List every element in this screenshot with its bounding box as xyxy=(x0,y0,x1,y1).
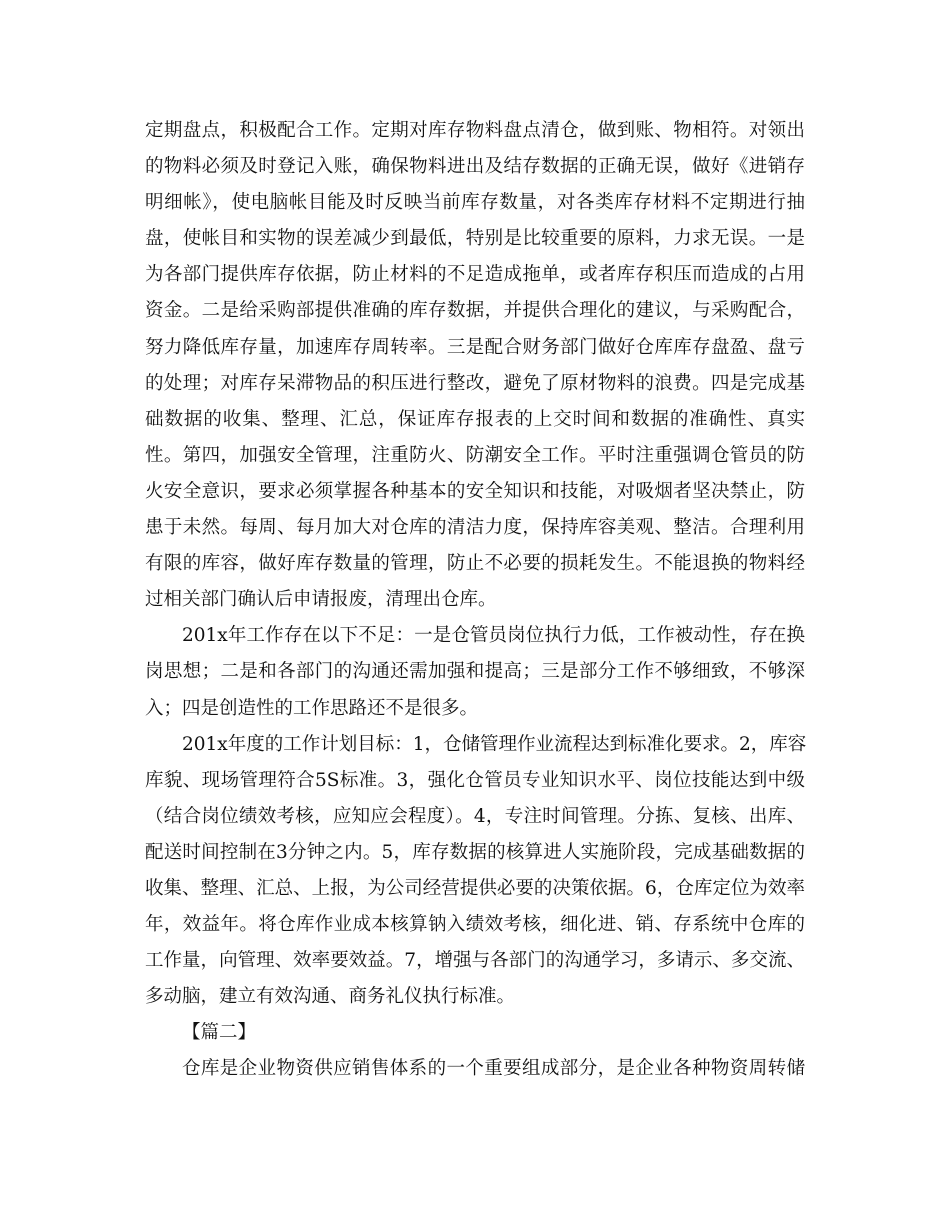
paragraph-line: 收集、整理、汇总、上报，为公司经营提供必要的决策依据。6，仓库定位为效率 xyxy=(145,877,805,899)
paragraph-line: 础数据的收集、整理、汇总，保证库存报表的上交时间和数据的准确性、真实 xyxy=(145,408,805,430)
paragraph-line: 多动脑，建立有效沟通、商务礼仪执行标准。 xyxy=(145,986,516,1008)
paragraph-line: 明细帐》，使电脑帐目能及时反映当前库存数量，对各类库存材料不定期进行抽 xyxy=(145,192,805,214)
paragraph-line: 201x年度的工作计划目标：1，仓储管理作业流程达到标准化要求。2，库容 xyxy=(182,733,807,755)
paragraph-line: 的处理；对库存呆滞物品的积压进行整改，避免了原材物料的浪费。四是完成基 xyxy=(145,372,805,394)
document-body xyxy=(145,113,805,1088)
paragraph-line: 仓库是企业物资供应销售体系的一个重要组成部分，是企业各种物资周转储 xyxy=(182,1058,805,1080)
paragraph-line: 岗思想；二是和各部门的沟通还需加强和提高；三是部分工作不够细致，不够深 xyxy=(145,661,805,683)
paragraph-line: 配送时间控制在3分钟之内。5，库存数据的核算进人实施阶段，完成基础数据的 xyxy=(145,841,805,863)
paragraph-line: 定期盘点，积极配合工作。定期对库存物料盘点清仓，做到账、物相符。对领出 xyxy=(145,120,805,141)
paragraph-line: 的物料必须及时登记入账，确保物料进出及结存数据的正确无误，做好《进销存 xyxy=(145,156,805,178)
paragraph-line: 火安全意识，要求必须掌握各种基本的安全知识和技能，对吸烟者坚决禁止，防 xyxy=(145,480,805,502)
paragraph-line: 性。第四，加强安全管理，注重防火、防潮安全工作。平时注重强调仓管员的防 xyxy=(145,444,805,466)
paragraph-line: 盘，使帐目和实物的误差减少到最低，特别是比较重要的原料，力求无误。一是 xyxy=(145,228,805,250)
paragraph-line: 资金。二是给采购部提供准确的库存数据，并提供合理化的建议，与采购配合， xyxy=(145,300,805,322)
paragraph-line: 患于未然。每周、每月加大对仓库的清洁力度，保持库容美观、整洁。合理利用 xyxy=(145,517,805,539)
section-heading: 【篇二】 xyxy=(182,1022,257,1044)
paragraph-line: 过相关部门确认后申请报废，清理出仓库。 xyxy=(145,589,497,611)
paragraph-line: 库貌、现场管理符合5S标准。3，强化仓管员专业知识水平、岗位技能达到中级 xyxy=(145,769,805,791)
paragraph-line: 工作量，向管理、效率要效益。7，增强与各部门的沟通学习，多请示、多交流、 xyxy=(145,950,805,972)
paragraph-line: 努力降低库存量，加速库存周转率。三是配合财务部门做好仓库库存盘盈、盘亏 xyxy=(145,336,805,358)
paragraph-line: 有限的库容，做好库存数量的管理，防止不必要的损耗发生。不能退换的物料经 xyxy=(145,553,805,575)
paragraph-line: （结合岗位绩效考核，应知应会程度）。4，专注时间管理。分拣、复核、出库、 xyxy=(145,805,805,827)
paragraph-line: 入；四是创造性的工作思路还不是很多。 xyxy=(145,697,479,719)
paragraph-line: 为各部门提供库存依据，防止材料的不足造成拖单，或者库存积压而造成的占用 xyxy=(145,264,805,286)
paragraph-line: 年，效益年。将仓库作业成本核算钠入绩效考核，细化进、销、存系统中仓库的 xyxy=(145,914,805,936)
paragraph-line: 201x年工作存在以下不足：一是仓管员岗位执行力低，工作被动性，存在换 xyxy=(182,625,805,647)
